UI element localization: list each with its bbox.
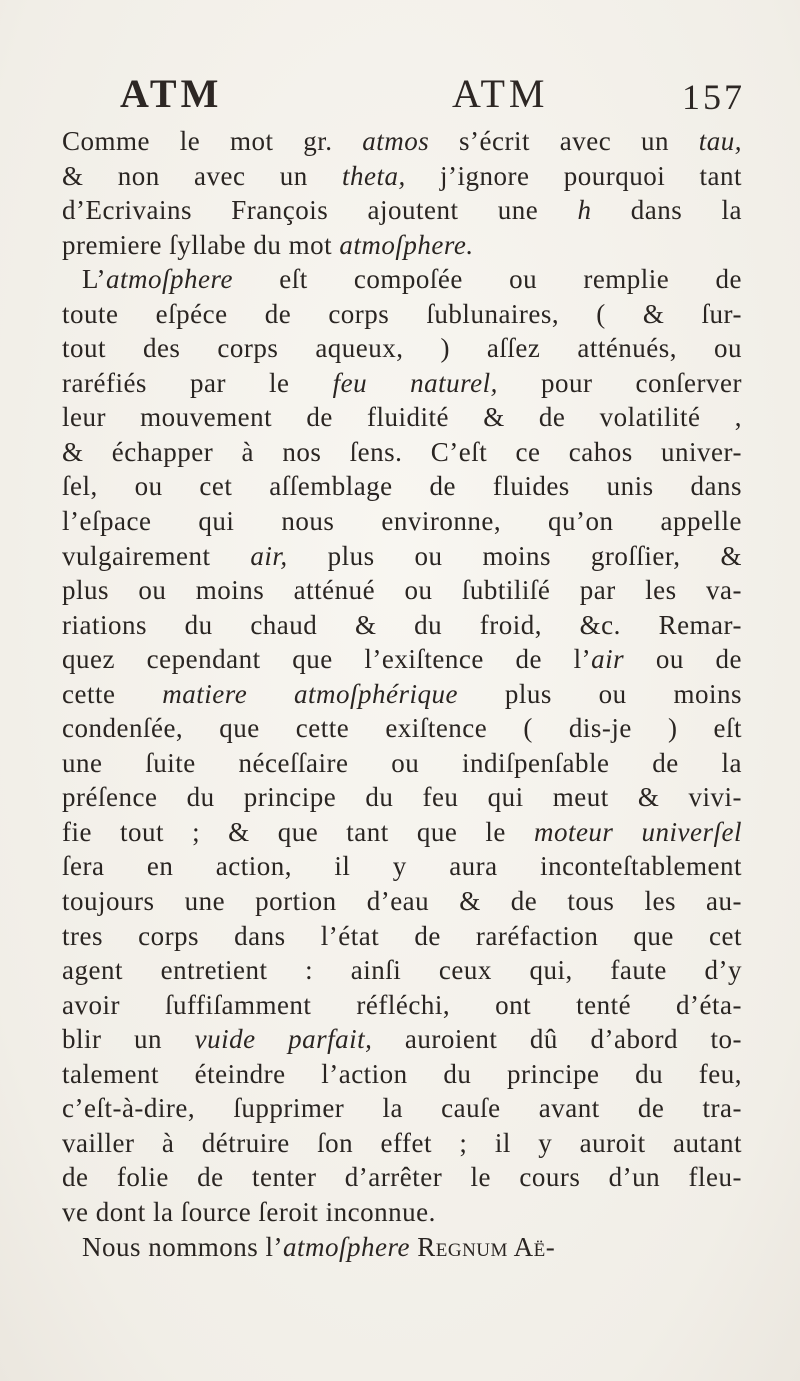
text-segment: cette	[62, 678, 163, 709]
text-segment: l’eſpace qui nous environne, qu’on appelle	[62, 506, 742, 537]
text-line	[62, 228, 742, 263]
text-segment: blir un	[62, 1024, 195, 1055]
text-segment: une ſuite néceſſaire ou indiſpenſable de la	[62, 747, 742, 778]
text-segment: h	[577, 195, 592, 226]
running-head	[0, 70, 800, 130]
text-segment: air	[591, 644, 625, 675]
text-line	[62, 608, 742, 643]
text-line	[62, 159, 742, 194]
text-line	[62, 780, 742, 815]
text-line	[62, 1091, 742, 1126]
text-line	[62, 124, 742, 159]
text-segment: préſence du principe du feu qui meut & vivi-	[62, 782, 742, 813]
text-line	[62, 884, 742, 919]
text-segment: s’écrit avec un	[429, 126, 699, 156]
text-segment: ou de	[624, 644, 742, 675]
text-segment: tout des corps aqueux, ) aſſez atténués, ou	[62, 333, 742, 364]
text-segment: dans la	[591, 195, 742, 226]
text-segment: Comme le mot gr.	[62, 126, 363, 156]
text-segment: ſel, ou cet aſſemblage de fluides unis dans	[62, 471, 742, 502]
text-line	[62, 1126, 742, 1161]
text-line	[62, 849, 742, 884]
text-segment: toute eſpéce de corps ſublunaires, ( & ſur-	[62, 298, 742, 329]
text-segment: agent entretient : ainſi ceux qui, faute d’y	[62, 955, 742, 986]
text-line	[62, 366, 742, 401]
text-segment: vulgairement	[62, 540, 251, 571]
text-segment: j’ignore pourquoi tant	[405, 160, 743, 191]
text-segment: & échapper à nos ſens. C’eſt ce cahos univer-	[62, 436, 742, 467]
text-segment: ſera en action, il y aura inconteſtablement	[62, 851, 742, 882]
text-line	[62, 1057, 742, 1092]
text-segment: moteur univerſel	[533, 816, 742, 847]
text-segment: atmos	[362, 126, 430, 156]
text-segment: matiere atmoſphérique	[162, 678, 459, 709]
text-line	[62, 1230, 742, 1265]
text-segment: ve dont la ſource ſeroit inconnue.	[62, 1196, 436, 1227]
text-line	[62, 677, 742, 712]
text-segment: atmoſphere	[283, 1231, 410, 1262]
page-number: 157	[682, 77, 745, 117]
running-head-right: ATM	[452, 71, 549, 116]
text-segment: premiere ſyllabe du mot	[62, 229, 340, 260]
text-line	[62, 573, 742, 608]
text-line	[62, 953, 742, 988]
body-text	[62, 124, 742, 1264]
text-segment: quez cependant que l’exiſtence de l’	[62, 644, 592, 675]
text-line	[62, 1160, 742, 1195]
text-segment: atmoſphere.	[339, 229, 474, 260]
text-segment: atmoſphere	[106, 264, 233, 295]
text-line	[62, 711, 742, 746]
text-line	[62, 469, 742, 504]
text-segment: d’Ecrivains François ajoutent une	[62, 195, 578, 226]
text-segment: leur mouvement de fluidité & de volatilité ,	[62, 402, 742, 433]
text-line	[62, 297, 742, 332]
text-segment: tau,	[698, 126, 742, 156]
text-segment: Regnum Aë-	[417, 1231, 556, 1262]
text-segment: vailler à détruire ſon effet ; il y auroit autant	[62, 1127, 742, 1158]
text-segment: vuide parfait,	[194, 1024, 373, 1055]
text-line	[62, 331, 742, 366]
running-head-left: ATM	[120, 71, 223, 116]
text-segment: pour conſerver	[497, 367, 742, 398]
text-line	[62, 642, 742, 677]
text-segment: eſt compoſée ou remplie de	[233, 264, 742, 295]
text-segment: c’eſt-à-dire, ſupprimer la cauſe avant de tra-	[62, 1093, 742, 1124]
text-line	[62, 815, 742, 850]
text-segment: air,	[250, 540, 288, 571]
text-line	[62, 504, 742, 539]
text-segment: riations du chaud & du froid, &c. Remar-	[62, 609, 742, 640]
text-line	[62, 746, 742, 781]
text-line	[62, 400, 742, 435]
text-line	[62, 262, 742, 297]
text-line	[62, 539, 742, 574]
text-segment: plus ou moins atténué ou ſubtiliſé par les va-	[62, 575, 742, 606]
text-segment: condenſée, que cette exiſtence ( dis-je ) eſt	[62, 713, 742, 744]
text-segment: tres corps dans l’état de raréfaction que cet	[62, 920, 742, 951]
text-segment: L’	[82, 264, 107, 295]
text-segment: de folie de tenter d’arrêter le cours d’un fleu-	[62, 1162, 742, 1193]
text-segment: plus ou moins	[458, 678, 742, 709]
text-segment: fie tout ; & que tant que le	[62, 816, 534, 847]
text-segment: Nous nommons l’	[82, 1231, 284, 1262]
text-segment: & non avec un	[62, 160, 343, 191]
text-line	[62, 193, 742, 228]
text-segment: feu naturel,	[332, 367, 498, 398]
text-segment: raréfiés par le	[62, 367, 333, 398]
text-line	[62, 435, 742, 470]
text-segment: theta,	[342, 160, 406, 191]
text-line	[62, 1022, 742, 1057]
text-line	[62, 988, 742, 1023]
text-segment: auroient dû d’abord to-	[372, 1024, 742, 1055]
text-segment: talement éteindre l’action du principe du feu,	[62, 1058, 742, 1089]
text-segment: plus ou moins groſſier, &	[287, 540, 742, 571]
text-line	[62, 919, 742, 954]
text-line	[62, 1195, 742, 1230]
text-segment: avoir ſuffiſamment réfléchi, ont tenté d’éta-	[62, 989, 742, 1020]
text-segment: toujours une portion d’eau & de tous les au-	[62, 886, 742, 917]
